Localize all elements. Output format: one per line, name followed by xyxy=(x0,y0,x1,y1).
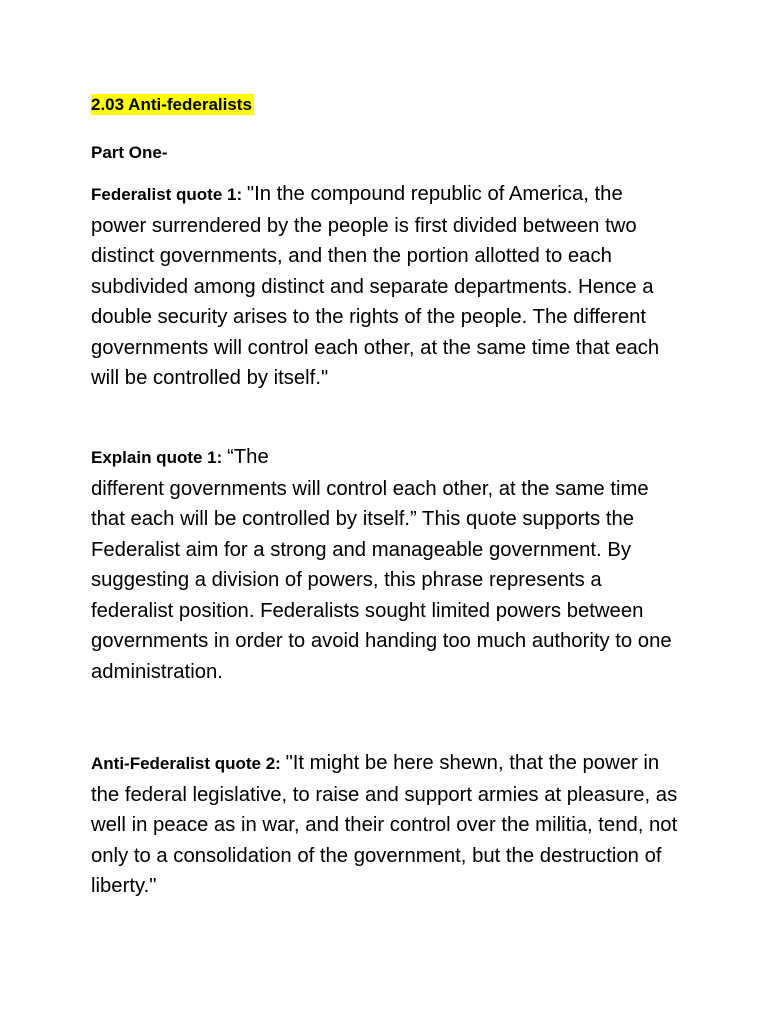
explain-quote-1-opening: “The xyxy=(227,446,269,468)
federalist-quote-1-label: Federalist quote 1: xyxy=(91,185,247,204)
document-title xyxy=(91,92,254,118)
explain-quote-1-label: Explain quote 1: xyxy=(91,448,228,467)
federalist-quote-1-text: "In the compound republic of America, the power surrendered by the people is first divided between two distinct governments, and then the portion allotted to each subdivided among distinct and separate departments. Hence a double security arises to the rights of the people. The different governments will control each other, at the same time that each will be controlled by itself." xyxy=(91,183,660,389)
explain-quote-1-text: different governments will control each other, at the same time that each will be controlled by itself.” This quote supports the Federalist aim for a strong and manageable government. By suggesting a division of powers, this phrase represents a federalist position. Federalists sought limited powers between governments in order to avoid handing too much authority to one administration. xyxy=(91,477,672,683)
anti-federalist-quote-2-label: Anti-Federalist quote 2: xyxy=(91,754,286,773)
anti-federalist-quote-2-paragraph xyxy=(91,748,681,902)
explain-quote-1-paragraph xyxy=(91,442,681,687)
anti-federalist-quote-2-text: "It might be here shewn, that the power in the federal legislative, to raise and support armies at pleasure, as well in peace as in war, and their control over the militia, tend, not only to a consolidation of the government, but the destruction of liberty." xyxy=(91,752,678,897)
federalist-quote-1-paragraph xyxy=(91,179,681,394)
part-heading: Part One- xyxy=(91,143,168,162)
highlighted-title: 2.03 Anti-federalists xyxy=(91,95,252,114)
